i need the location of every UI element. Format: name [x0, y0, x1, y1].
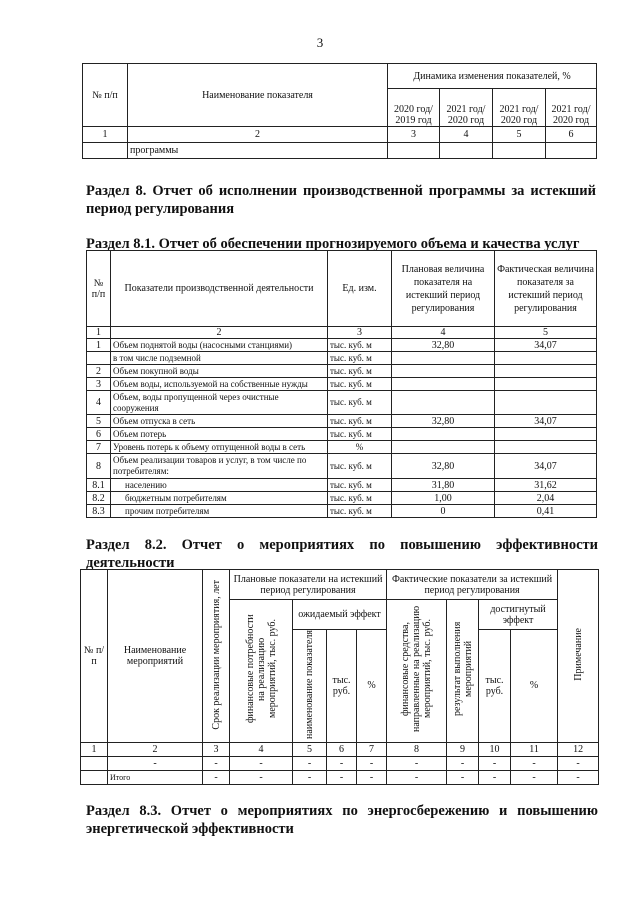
table-row	[81, 770, 599, 784]
index-cell: 2	[128, 127, 388, 143]
header-planned: Плановая величина показателя на истекший период регулирования	[392, 251, 495, 327]
dash-cell: -	[511, 756, 558, 770]
row-num: 7	[87, 441, 111, 454]
row-name: прочим потребителям	[111, 505, 328, 518]
row-num: 4	[87, 391, 111, 415]
col-name-header: Наименование показателя	[128, 64, 388, 127]
row-num: 5	[87, 415, 111, 428]
row-unit: %	[328, 441, 392, 454]
header-indicator: Показатели производственной деятельности	[111, 251, 328, 327]
index-cell: 2	[108, 742, 203, 756]
index-cell: 5	[495, 327, 597, 339]
dash-cell: -	[447, 770, 479, 784]
index-cell: 7	[357, 742, 387, 756]
index-cell: 11	[511, 742, 558, 756]
row-fact	[495, 378, 597, 391]
row-unit: тыс. куб. м	[328, 492, 392, 505]
table-row	[87, 352, 597, 365]
row-plan: 31,80	[392, 479, 495, 492]
header-planned-group: Плановые показатели на истекший период регулирования	[230, 570, 387, 600]
row-fact	[495, 428, 597, 441]
header-percent: %	[511, 630, 558, 743]
table-row	[87, 378, 597, 391]
period-header: 2021 год/ 2020 год	[546, 89, 597, 127]
index-cell: 5	[293, 742, 327, 756]
row-unit: тыс. куб. м	[328, 454, 392, 479]
row-fact: 2,04	[495, 492, 597, 505]
table-row	[87, 391, 597, 415]
row-fact	[495, 352, 597, 365]
production-table	[86, 250, 597, 518]
header-result: результат выполнения мероприятий	[447, 600, 479, 743]
row-num: 8.3	[87, 505, 111, 518]
table-row	[87, 454, 597, 479]
header-planned-fin: финансовые потребности на реализацию мероприятий, тыс. руб.	[230, 600, 293, 743]
index-cell: 1	[81, 742, 108, 756]
row-plan	[392, 391, 495, 415]
row-name: в том числе подземной	[111, 352, 328, 365]
row-plan	[392, 378, 495, 391]
row-name: Объем покупной воды	[111, 365, 328, 378]
period-header: 2021 год/ 2020 год	[493, 89, 546, 127]
section81-title: Раздел 8.1. Отчет об обеспечении прогнозируемого объема и качества услуг	[86, 236, 580, 252]
col-num-header: № п/п	[83, 64, 128, 127]
header-indicator-name: наименование показателя	[293, 630, 327, 743]
table-row	[87, 415, 597, 428]
row-num: 1	[87, 339, 111, 352]
continued-row-text: программы	[128, 143, 388, 159]
index-cell: 6	[327, 742, 357, 756]
section83-title-line1: Раздел 8.3. Отчет о мероприятиях по энергосбережению и повышению	[86, 803, 598, 819]
row-fact	[495, 391, 597, 415]
row-unit: тыс. куб. м	[328, 479, 392, 492]
dash-cell: -	[327, 770, 357, 784]
row-num	[87, 352, 111, 365]
dash-cell: -	[511, 770, 558, 784]
header-achieved-effect: достигнутый эффект	[479, 600, 558, 630]
dash-cell: -	[479, 770, 511, 784]
row-plan	[392, 352, 495, 365]
index-cell: 2	[111, 327, 328, 339]
table-row	[87, 365, 597, 378]
row-unit: тыс. куб. м	[328, 505, 392, 518]
dash-cell: -	[327, 756, 357, 770]
row-name: Объем отпуска в сеть	[111, 415, 328, 428]
index-cell: 3	[203, 742, 230, 756]
section8-title-line2: период регулирования	[86, 201, 235, 217]
row-num: 8.2	[87, 492, 111, 505]
row-num: 8.1	[87, 479, 111, 492]
section82-title-line2: деятельности	[86, 555, 175, 571]
period-header: 2020 год/ 2019 год	[388, 89, 440, 127]
header-num: № п/п	[87, 251, 111, 327]
header-num: № п/п	[81, 570, 108, 743]
row-num: 2	[87, 365, 111, 378]
row-fact: 34,07	[495, 454, 597, 479]
header-actual: Фактическая величина показателя за истекший период регулирования	[495, 251, 597, 327]
page-number: 3	[316, 35, 324, 50]
dash-cell: -	[108, 756, 203, 770]
header-unit: Ед. изм.	[328, 251, 392, 327]
header-term: Срок реализации мероприятия, лет	[203, 570, 230, 743]
dash-cell: -	[447, 756, 479, 770]
index-cell: 4	[392, 327, 495, 339]
section8-title-line1: Раздел 8. Отчет об исполнении производственной программы за истекший	[86, 183, 596, 199]
section83-title-line2: энергетической эффективности	[86, 821, 294, 837]
index-cell: 4	[440, 127, 493, 143]
dash-cell: -	[293, 770, 327, 784]
row-num: 6	[87, 428, 111, 441]
row-num: 3	[87, 378, 111, 391]
table-row	[87, 505, 597, 518]
row-plan	[392, 365, 495, 378]
dash-cell: -	[203, 770, 230, 784]
header-percent: %	[357, 630, 387, 743]
index-cell: 4	[230, 742, 293, 756]
index-cell: 3	[388, 127, 440, 143]
period-header: 2021 год/ 2020 год	[440, 89, 493, 127]
row-plan	[392, 428, 495, 441]
row-fact: 31,62	[495, 479, 597, 492]
index-cell: 1	[87, 327, 111, 339]
row-fact	[495, 365, 597, 378]
row-unit: тыс. куб. м	[328, 378, 392, 391]
row-unit: тыс. куб. м	[328, 339, 392, 352]
dash-cell: -	[558, 770, 599, 784]
header-thous-rub: тыс. руб.	[479, 630, 511, 743]
row-unit: тыс. куб. м	[328, 415, 392, 428]
table-row	[87, 492, 597, 505]
header-note: Примечание	[558, 570, 599, 743]
section82-title-line1: Раздел 8.2. Отчет о мероприятиях по повышению эффективности	[86, 537, 598, 553]
index-cell: 9	[447, 742, 479, 756]
row-unit: тыс. куб. м	[328, 352, 392, 365]
row-name: Объем поднятой воды (насосными станциями)	[111, 339, 328, 352]
row-plan: 32,80	[392, 454, 495, 479]
header-actual-group: Фактические показатели за истекший период регулирования	[387, 570, 558, 600]
header-expected-effect: ожидаемый эффект	[293, 600, 387, 630]
dash-cell: -	[357, 770, 387, 784]
index-cell: 6	[546, 127, 597, 143]
header-actual-fin: финансовые средства, направленные на реализацию мероприятий, тыс. руб.	[387, 600, 447, 743]
row-plan: 1,00	[392, 492, 495, 505]
table-row	[87, 428, 597, 441]
dash-cell: -	[230, 756, 293, 770]
row-name: Объем, воды пропущенной через очистные сооружения	[111, 391, 328, 415]
index-cell: 8	[387, 742, 447, 756]
table-row	[81, 756, 599, 770]
row-unit: тыс. куб. м	[328, 365, 392, 378]
row-plan: 32,80	[392, 339, 495, 352]
row-unit: тыс. куб. м	[328, 428, 392, 441]
index-cell: 12	[558, 742, 599, 756]
row-plan	[392, 441, 495, 454]
row-fact: 34,07	[495, 339, 597, 352]
dash-cell: -	[479, 756, 511, 770]
dash-cell: -	[558, 756, 599, 770]
index-cell: 1	[83, 127, 128, 143]
row-plan: 32,80	[392, 415, 495, 428]
row-name: бюджетным потребителям	[111, 492, 328, 505]
row-name: населению	[111, 479, 328, 492]
header-thous-rub: тыс. руб.	[327, 630, 357, 743]
table-row	[87, 441, 597, 454]
table-row	[87, 339, 597, 352]
row-plan: 0	[392, 505, 495, 518]
dash-cell: -	[230, 770, 293, 784]
total-label: Итого	[108, 770, 203, 784]
row-name: Объем потерь	[111, 428, 328, 441]
dynamics-header: Динамика изменения показателей, %	[388, 64, 597, 89]
row-num: 8	[87, 454, 111, 479]
dash-cell: -	[357, 756, 387, 770]
row-unit: тыс. куб. м	[328, 391, 392, 415]
dynamics-table	[82, 63, 597, 159]
dash-cell: -	[203, 756, 230, 770]
efficiency-table	[80, 569, 599, 785]
header-name: Наименование мероприятий	[108, 570, 203, 743]
index-cell: 10	[479, 742, 511, 756]
row-fact	[495, 441, 597, 454]
row-fact: 34,07	[495, 415, 597, 428]
row-name: Объем воды, используемой на собственные нужды	[111, 378, 328, 391]
index-cell: 3	[328, 327, 392, 339]
row-name: Уровень потерь к объему отпущенной воды в сеть	[111, 441, 328, 454]
index-cell: 5	[493, 127, 546, 143]
dash-cell: -	[387, 770, 447, 784]
table-row	[87, 479, 597, 492]
dash-cell: -	[293, 756, 327, 770]
row-fact: 0,41	[495, 505, 597, 518]
dash-cell: -	[387, 756, 447, 770]
row-name: Объем реализации товаров и услуг, в том числе по потребителям:	[111, 454, 328, 479]
